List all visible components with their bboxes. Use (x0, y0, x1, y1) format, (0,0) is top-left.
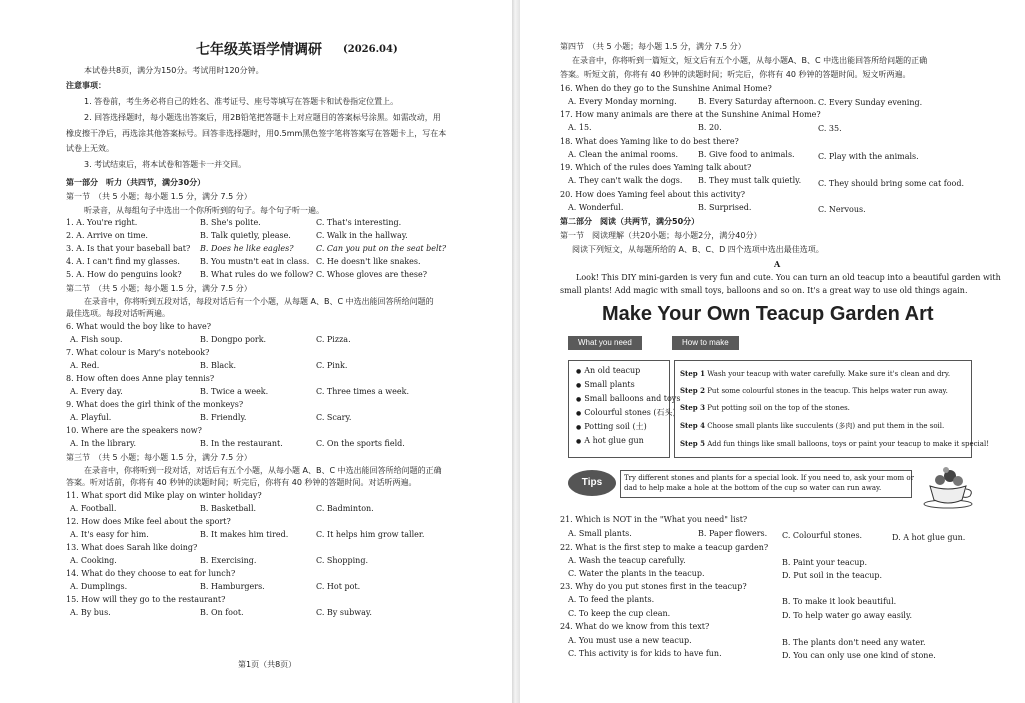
q2-a: 2. A. Arrive on time. (66, 231, 148, 240)
q22-c: C. Water the plants in the teacup. (568, 569, 705, 578)
q11-a: A. Football. (70, 504, 117, 513)
q12-c: C. It helps him grow taller. (316, 530, 425, 539)
q3-a: 3. A. Is that your baseball bat? (66, 244, 191, 253)
step-text: Add fun things like small balloons, toys or paint your teacup to make it special! (707, 440, 990, 448)
q12-a: A. It's easy for him. (70, 530, 149, 539)
q9-b: B. Friendly. (200, 413, 247, 422)
q7-c: C. Pink. (316, 361, 348, 370)
q5-c: C. Whose gloves are these? (316, 270, 427, 279)
section4-heading: 第四节 （共 5 小题；每小题 1.5 分，满分 7.5 分） (560, 42, 746, 51)
q10-c: C. On the sports field. (316, 439, 405, 448)
section4-directions-1: 在录音中，你将听到一篇短文，短文后有五个小题，从每小题A、B、C 中选出能回答所给问题的正确 (572, 56, 928, 65)
q14-stem: 14. What do they choose to eat for lunch? (66, 569, 236, 578)
q19-c: C. They should bring some cat food. (818, 179, 965, 188)
q19-stem: 19. Which of the rules does Yaming talk about? (560, 163, 752, 172)
step-label: Step 4 (680, 421, 705, 430)
section2-directions-1: 在录音中，你将听到五段对话，每段对话后有一个小题，从每题 A、B、C 中选出能回答所给问题的 (84, 297, 434, 306)
q1-b: B. She's polite. (200, 218, 261, 227)
q12-stem: 12. How does Mike feel about the sport? (66, 517, 231, 526)
q6-a: A. Fish soup. (70, 335, 123, 344)
q12-b: B. It makes him tired. (200, 530, 289, 539)
q21-stem: 21. Which is NOT in the "What you need" list? (560, 515, 748, 524)
step-text: Wash your teacup with water carefully. Make sure it's clean and dry. (707, 370, 951, 378)
section1-directions: 听录音，从每组句子中选出一个你所听到的句子。每个句子听一遍。 (84, 206, 324, 215)
section2-directions-2: 最佳选项。每段对话听两遍。 (66, 309, 170, 318)
exam-title: 七年级英语学情调研 (196, 42, 322, 58)
q6-c: C. Pizza. (316, 335, 351, 344)
what-you-need-tab: What you need (568, 336, 642, 350)
q21-a: A. Small plants. (568, 529, 632, 538)
step-5 (680, 439, 989, 449)
step-text: Choose small plants like succulents (多肉) and put them in the soil. (707, 422, 945, 430)
q6-stem: 6. What would the boy like to have? (66, 322, 212, 331)
step-label: Step 1 (680, 369, 705, 378)
q24-c: C. This activity is for kids to have fun. (568, 649, 722, 658)
q4-a: 4. A. I can't find my glasses. (66, 257, 180, 266)
q16-b: B. Every Saturday afternoon. (698, 97, 817, 106)
q17-c: C. 35. (818, 124, 842, 133)
q23-stem: 23. Why do you put stones first in the teacup? (560, 582, 747, 591)
q24-b: B. The plants don't need any water. (782, 638, 926, 647)
q23-b: B. To make it look beautiful. (782, 597, 897, 606)
q4-b: B. You mustn't eat in class. (200, 257, 310, 266)
passage-intro-2: small plants! Add magic with small toys, balloons and so on. It's a great way to use old things again. (560, 286, 968, 295)
step-1 (680, 369, 950, 379)
q6-b: B. Dongpo pork. (200, 335, 267, 344)
q1-a: 1. A. You're right. (66, 218, 138, 227)
section3-heading: 第三节 （共 5 小题；每小题 1.5 分，满分 7.5 分） (66, 453, 252, 462)
q15-b: B. On foot. (200, 608, 244, 617)
q3-c: C. Can you put on the seat belt? (316, 244, 447, 253)
note-2c: 试卷上无效。 (66, 144, 114, 153)
q15-a: A. By bus. (70, 608, 111, 617)
q11-stem: 11. What sport did Mike play on winter holiday? (66, 491, 262, 500)
section3-directions-1: 在录音中，你将听到一段对话，对话后有五个小题，从每小题 A、B、C 中选出能回答所给问题的正确 (84, 466, 442, 475)
note-2b: 橡皮擦干净后，再选涂其他答案标号。回答非选择题时，用0.5mm黑色签字笔将答案写在答题卡上，写在本 (66, 129, 447, 138)
q17-stem: 17. How many animals are there at the Sunshine Animal Home? (560, 110, 821, 119)
q24-stem: 24. What do we know from this text? (560, 622, 710, 631)
q17-b: B. 20. (698, 123, 722, 132)
need-item: ● An old teacup (576, 366, 640, 377)
q19-b: B. They must talk quietly. (698, 176, 802, 185)
part1-heading: 第一部分 听力（共四节，满分30分） (66, 178, 206, 187)
q14-c: C. Hot pot. (316, 582, 361, 591)
step-3 (680, 403, 850, 413)
how-to-make-tab: How to make (672, 336, 739, 350)
q11-c: C. Badminton. (316, 504, 374, 513)
note-1: 1. 答卷前，考生务必将自己的姓名、准考证号、座号等填写在答题卡和试卷指定位置上。 (84, 97, 399, 106)
page-1 (0, 0, 512, 703)
q20-b: B. Surprised. (698, 203, 752, 212)
q16-stem: 16. When do they go to the Sunshine Animal Home? (560, 84, 772, 93)
tips-text-2: dad to help make a hole at the bottom of the cup so water can run away. (624, 484, 882, 492)
reading-directions: 阅读下列短文，从每题所给的 A、B、C、D 四个选项中选出最佳选项。 (572, 245, 824, 254)
passage-intro-1: Look! This DIY mini-garden is very fun and cute. You can turn an old teacup into a beautiful garden with (576, 273, 1001, 282)
need-item: ● Small plants (576, 380, 635, 391)
q22-b: B. Paint your teacup. (782, 558, 868, 567)
q7-a: A. Red. (70, 361, 100, 370)
q10-stem: 10. Where are the speakers now? (66, 426, 202, 435)
q18-c: C. Play with the animals. (818, 152, 919, 161)
note-2a: 2. 回答选择题时，每小题选出答案后，用2B铅笔把答题卡上对应题目的答案标号涂黑。如需改动，用 (84, 113, 441, 122)
q2-b: B. Talk quietly, please. (200, 231, 291, 240)
q13-c: C. Shopping. (316, 556, 368, 565)
q4-c: C. He doesn't like snakes. (316, 257, 421, 266)
step-label: Step 5 (680, 439, 705, 448)
q10-a: A. In the library. (70, 439, 137, 448)
need-item: ● Potting soil (土) (576, 422, 647, 433)
q20-c: C. Nervous. (818, 205, 866, 214)
page-2 (520, 0, 1025, 703)
q2-c: C. Walk in the hallway. (316, 231, 408, 240)
q23-c: C. To keep the cup clean. (568, 609, 671, 618)
q14-b: B. Hamburgers. (200, 582, 265, 591)
q17-a: A. 15. (568, 123, 592, 132)
reading-section-heading: 第一节 阅读理解（共20小题；每小题2分，满分40分） (560, 231, 762, 240)
q20-stem: 20. How does Yaming feel about this activity? (560, 190, 746, 199)
step-text: Put some colourful stones in the teacup. This helps water run away. (707, 387, 948, 395)
section2-heading: 第二节 （共 5 小题；每小题 1.5 分，满分 7.5 分） (66, 284, 252, 293)
q1-c: C. That's interesting. (316, 218, 402, 227)
exam-date: (2026.04) (343, 44, 398, 55)
section3-directions-2: 答案。听对话前，你将有 40 秒钟的读题时间；听完后，你将有 40 秒钟的答题时间。对话听两遍。 (66, 478, 417, 487)
q7-stem: 7. What colour is Mary's notebook? (66, 348, 210, 357)
q24-d: D. You can only use one kind of stone. (782, 651, 936, 660)
q16-a: A. Every Monday morning. (568, 97, 677, 106)
part2-heading: 第二部分 阅读（共两节，满分50分） (560, 217, 700, 226)
exam-info: 本试卷共8页，满分为150分。考试用时120分钟。 (84, 66, 264, 75)
q14-a: A. Dumplings. (70, 582, 128, 591)
section4-directions-2: 答案。听短文前，你将有 40 秒钟的读题时间；听完后，你将有 40 秒钟的答题时间。短文听两遍。 (560, 70, 911, 79)
q15-c: C. By subway. (316, 608, 372, 617)
q8-a: A. Every day. (70, 387, 123, 396)
q13-a: A. Cooking. (70, 556, 117, 565)
step-2 (680, 386, 948, 396)
q21-c: C. Colourful stones. (782, 531, 863, 540)
q23-d: D. To help water go away easily. (782, 611, 912, 620)
q9-c: C. Scary. (316, 413, 352, 422)
section1-heading: 第一节 （共 5 小题；每小题 1.5 分，满分 7.5 分） (66, 192, 252, 201)
need-item: ● Small balloons and toys (576, 394, 680, 405)
step-label: Step 3 (680, 403, 705, 412)
passage-label: A (774, 259, 781, 269)
q22-d: D. Put soil in the teacup. (782, 571, 883, 580)
step-text: Put potting soil on the top of the stones. (707, 404, 850, 412)
step-4 (680, 421, 944, 431)
q8-stem: 8. How often does Anne play tennis? (66, 374, 215, 383)
q13-stem: 13. What does Sarah like doing? (66, 543, 198, 552)
q18-b: B. Give food to animals. (698, 150, 795, 159)
q8-c: C. Three times a week. (316, 387, 410, 396)
need-item: ● A hot glue gun (576, 436, 644, 447)
q7-b: B. Black. (200, 361, 237, 370)
poster-title: Make Your Own Teacup Garden Art (602, 303, 934, 325)
q22-a: A. Wash the teacup carefully. (568, 556, 686, 565)
tips-text-1: Try different stones and plants for a special look. If you need to, ask your mom or (624, 474, 914, 482)
q21-b: B. Paper flowers. (698, 529, 768, 538)
q5-a: 5. A. How do penguins look? (66, 270, 182, 279)
q21-d: D. A hot glue gun. (892, 533, 966, 542)
q19-a: A. They can't walk the dogs. (568, 176, 683, 185)
q5-b: B. What rules do we follow? (200, 270, 314, 279)
need-item: ● Colourful stones (石头) (576, 408, 676, 419)
q13-b: B. Exercising. (200, 556, 257, 565)
q15-stem: 15. How will they go to the restaurant? (66, 595, 226, 604)
q9-stem: 9. What does the girl think of the monkeys? (66, 400, 244, 409)
teacup-illustration (920, 462, 976, 510)
page-fold-divider (512, 0, 520, 703)
q23-a: A. To feed the plants. (568, 595, 655, 604)
q3-b: B. Does he like eagles? (200, 244, 294, 253)
q20-a: A. Wonderful. (568, 203, 624, 212)
q9-a: A. Playful. (70, 413, 112, 422)
page-footer: 第1页（共8页） (238, 660, 297, 669)
tips-badge: Tips (568, 470, 616, 496)
q11-b: B. Basketball. (200, 504, 257, 513)
note-3: 3. 考试结束后，将本试卷和答题卡一并交回。 (84, 160, 247, 169)
notes-heading: 注意事项： (66, 81, 106, 90)
q16-c: C. Every Sunday evening. (818, 98, 923, 107)
q18-a: A. Clean the animal rooms. (568, 150, 679, 159)
q10-b: B. In the restaurant. (200, 439, 283, 448)
q8-b: B. Twice a week. (200, 387, 269, 396)
step-label: Step 2 (680, 386, 705, 395)
q18-stem: 18. What does Yaming like to do best there? (560, 137, 739, 146)
q24-a: A. You must use a new teacup. (568, 636, 692, 645)
q22-stem: 22. What is the first step to make a teacup garden? (560, 543, 769, 552)
